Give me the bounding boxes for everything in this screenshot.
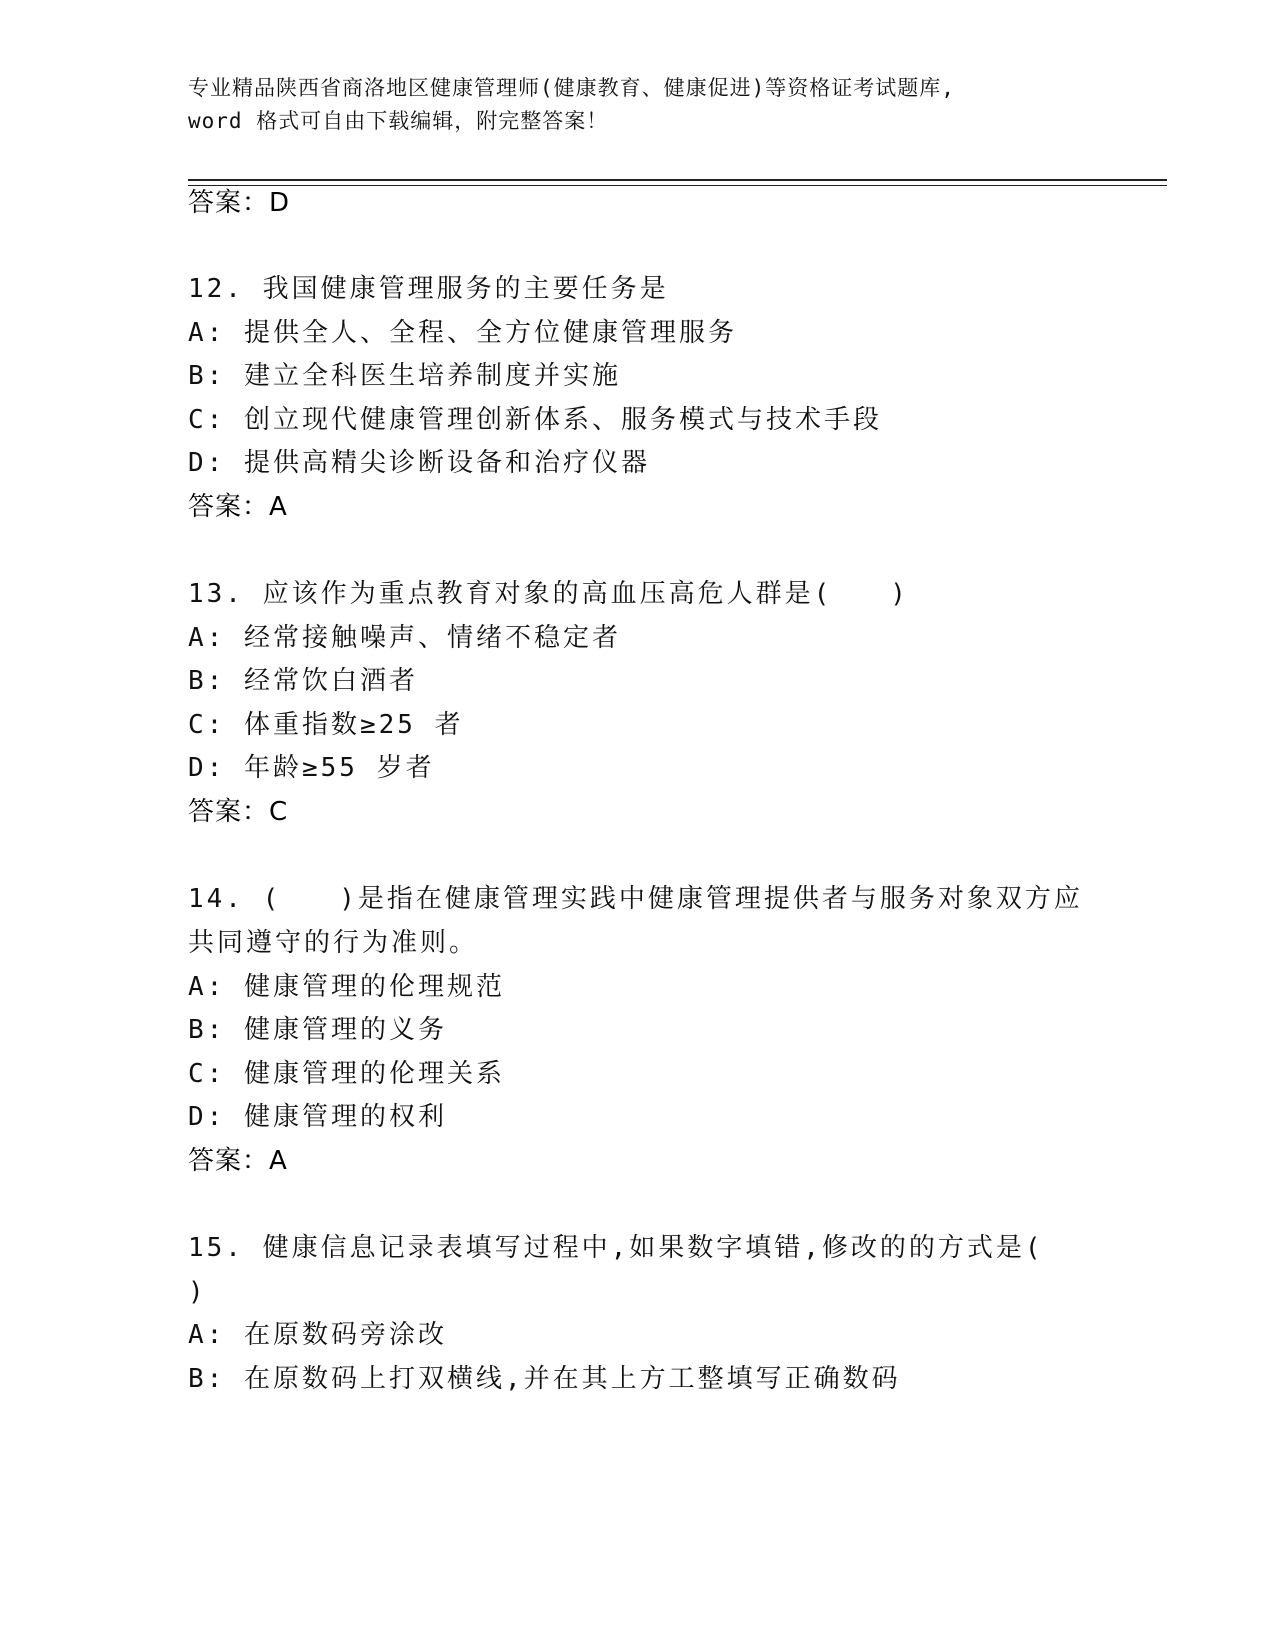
answer-q12: 答案：A	[188, 492, 288, 522]
header-divider-thick	[188, 179, 1167, 181]
header-divider-thin	[188, 185, 1167, 186]
question-13-option-c: C: 体重指数≥25 者	[188, 710, 464, 740]
question-12-option-d: D: 提供高精尖诊断设备和治疗仪器	[188, 448, 650, 478]
question-14-option-b: B: 健康管理的义务	[188, 1015, 447, 1045]
question-14-option-d: D: 健康管理的权利	[188, 1102, 447, 1132]
answer-q11: 答案：D	[188, 188, 291, 218]
answer-q14: 答案：A	[188, 1146, 288, 1176]
question-15-stem-line1: 15. 健康信息记录表填写过程中,如果数字填错,修改的的方式是(	[188, 1233, 1044, 1263]
question-13-option-b: B: 经常饮白酒者	[188, 666, 418, 696]
question-13-option-a: A: 经常接触噪声、情绪不稳定者	[188, 623, 621, 653]
question-12-option-a: A: 提供全人、全程、全方位健康管理服务	[188, 318, 737, 348]
question-15-stem-line2: )	[188, 1277, 207, 1307]
question-14-option-a: A: 健康管理的伦理规范	[188, 972, 505, 1002]
document-header	[188, 72, 1168, 138]
question-12-option-b: B: 建立全科医生培养制度并实施	[188, 361, 621, 391]
question-14-option-c: C: 健康管理的伦理关系	[188, 1059, 505, 1089]
question-15-option-b: B: 在原数码上打双横线,并在其上方工整填写正确数码	[188, 1364, 901, 1394]
question-14-stem-line1: 14. ( )是指在健康管理实践中健康管理提供者与服务对象双方应	[188, 884, 1083, 914]
header-title-line1: 专业精品陕西省商洛地区健康管理师(健康教育、健康促进)等资格证考试题库,	[188, 76, 955, 100]
question-13-option-d: D: 年龄≥55 岁者	[188, 753, 435, 783]
question-14-stem-line2: 共同遵守的行为准则。	[188, 928, 479, 958]
question-15-option-a: A: 在原数码旁涂改	[188, 1320, 447, 1350]
answer-q13: 答案：C	[188, 797, 289, 827]
header-title-line2: word 格式可自由下载编辑，附完整答案！	[188, 109, 609, 133]
question-12-stem: 12. 我国健康管理服务的主要任务是	[188, 274, 669, 304]
question-12-option-c: C: 创立现代健康管理创新体系、服务模式与技术手段	[188, 405, 882, 435]
question-13-stem: 13. 应该作为重点教育对象的高血压高危人群是( )	[188, 579, 909, 609]
